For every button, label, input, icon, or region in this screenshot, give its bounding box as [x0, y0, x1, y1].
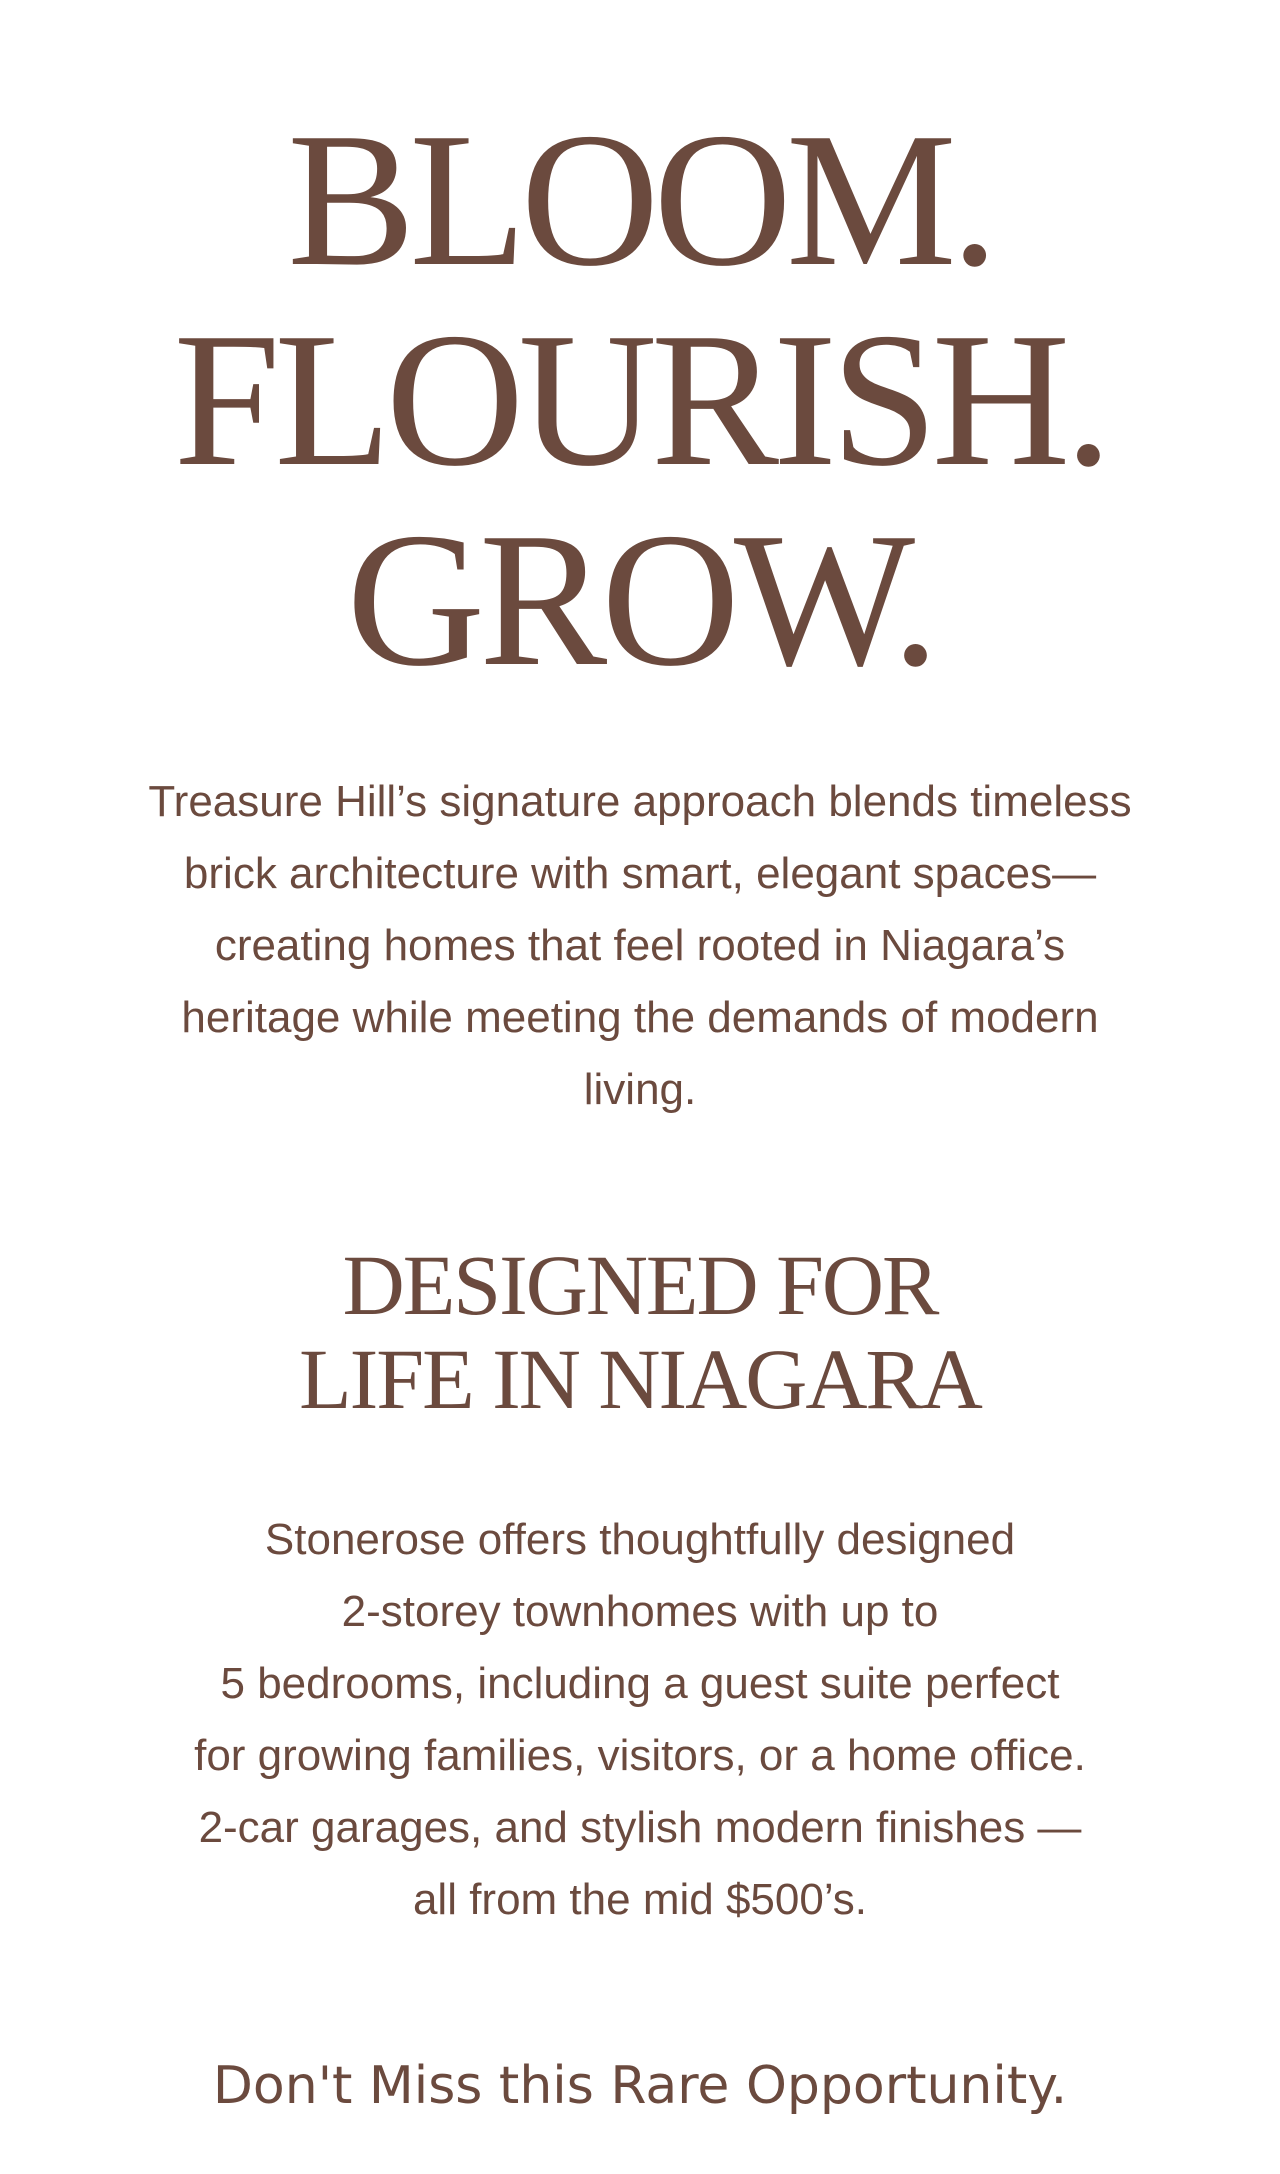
section-title-line-1: DESIGNED FOR: [342, 1237, 938, 1333]
details-line-2: 2-storey townhomes with up to: [341, 1587, 939, 1636]
details-line-1: Stonerose offers thoughtfully designed: [264, 1515, 1016, 1564]
details-paragraph: [140, 1504, 1140, 1936]
details-line-6: all from the mid $500’s.: [412, 1875, 868, 1924]
hero-line-grow: GROW.: [346, 493, 934, 706]
cta-heading: Don't Miss this Rare Opportunity.: [212, 2056, 1068, 2116]
hero-line-flourish: FLOURISH.: [173, 293, 1107, 506]
details-line-4: for growing families, visitors, or a home office.: [194, 1731, 1086, 1780]
section-title-line-2: LIFE IN NIAGARA: [299, 1331, 981, 1427]
section-title: [0, 1238, 1280, 1426]
hero-line-bloom: BLOOM.: [287, 93, 993, 306]
details-line-5: 2-car garages, and stylish modern finishes —: [198, 1803, 1082, 1852]
details-line-3: 5 bedrooms, including a guest suite perfect: [220, 1659, 1060, 1708]
intro-paragraph: Treasure Hill’s signature approach blends timeless brick architecture with smart, elegant spaces—creating homes that feel rooted in Niagara’s heritage while meeting the demands of modern living.: [148, 777, 1132, 1114]
hero-headline: [0, 93, 1280, 706]
